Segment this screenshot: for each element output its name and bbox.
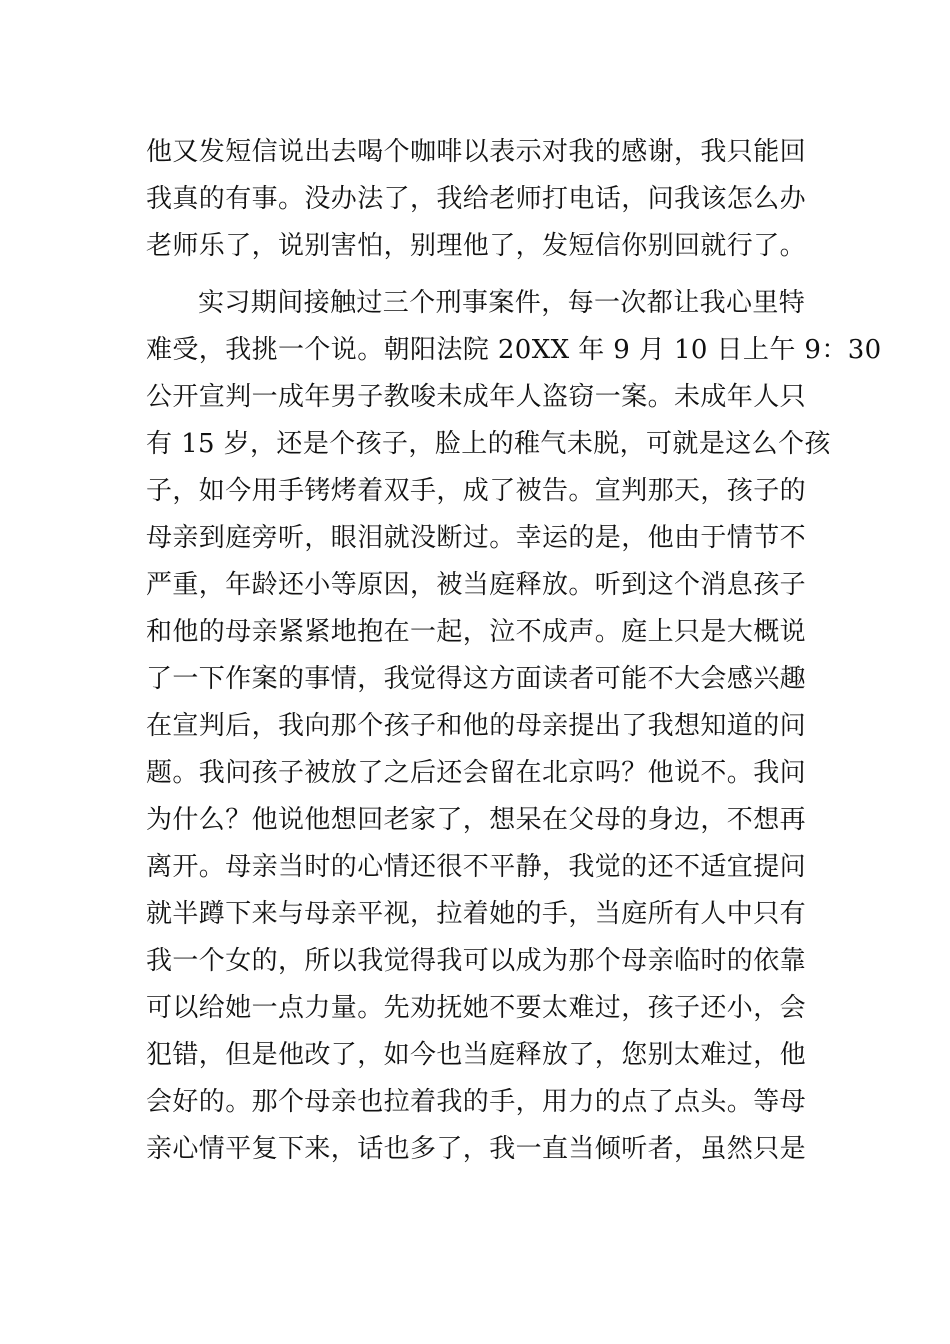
text-line-13: 在宣判后，我向那个孩子和他的母亲提出了我想知道的问: [146, 711, 807, 741]
text-line-5: 难受，我挑一个说。朝阳法院 20XX 年 9 月 10 日上午 9：30: [146, 335, 882, 365]
text-line-8: 子，如今用手铐烤着双手，成了被告。宣判那天，孩子的: [146, 476, 807, 506]
paragraph-start-line: 实习期间接触过三个刑事案件，每一次都让我心里特: [198, 288, 806, 318]
text-line-16: 离开。母亲当时的心情还很不平静，我觉的还不适宜提问: [146, 852, 807, 882]
text-line-2: 我真的有事。没办法了，我给老师打电话，问我该怎么办: [146, 184, 807, 214]
text-line-22: 亲心情平复下来，话也多了，我一直当倾听者，虽然只是: [146, 1134, 807, 1164]
text-line-9: 母亲到庭旁听，眼泪就没断过。幸运的是，他由于情节不: [146, 523, 807, 553]
text-line-7: 有 15 岁，还是个孩子，脸上的稚气未脱，可就是这么个孩: [146, 429, 831, 459]
text-line-11: 和他的母亲紧紧地抱在一起，泣不成声。庭上只是大概说: [146, 617, 807, 647]
text-line-17: 就半蹲下来与母亲平视，拉着她的手，当庭所有人中只有: [146, 899, 807, 929]
text-line-10: 严重，年龄还小等原因，被当庭释放。听到这个消息孩子: [146, 570, 807, 600]
text-line-18: 我一个女的，所以我觉得我可以成为那个母亲临时的依靠: [146, 946, 807, 976]
text-line-3: 老师乐了，说别害怕，别理他了，发短信你别回就行了。: [146, 231, 807, 261]
text-line-1: 他又发短信说出去喝个咖啡以表示对我的感谢，我只能回: [146, 137, 807, 167]
text-line-14: 题。我问孩子被放了之后还会留在北京吗？他说不。我问: [146, 758, 807, 788]
text-line-20: 犯错，但是他改了，如今也当庭释放了，您别太难过，他: [146, 1040, 807, 1070]
text-line-19: 可以给她一点力量。先劝抚她不要太难过，孩子还小，会: [146, 993, 807, 1023]
text-line-6: 公开宣判一成年男子教唆未成年人盗窃一案。未成年人只: [146, 382, 807, 412]
text-line-12: 了一下作案的事情，我觉得这方面读者可能不大会感兴趣: [146, 664, 807, 694]
text-line-15: 为什么？他说他想回老家了，想呆在父母的身边，不想再: [146, 805, 807, 835]
text-line-21: 会好的。那个母亲也拉着我的手，用力的点了点头。等母: [146, 1087, 807, 1117]
